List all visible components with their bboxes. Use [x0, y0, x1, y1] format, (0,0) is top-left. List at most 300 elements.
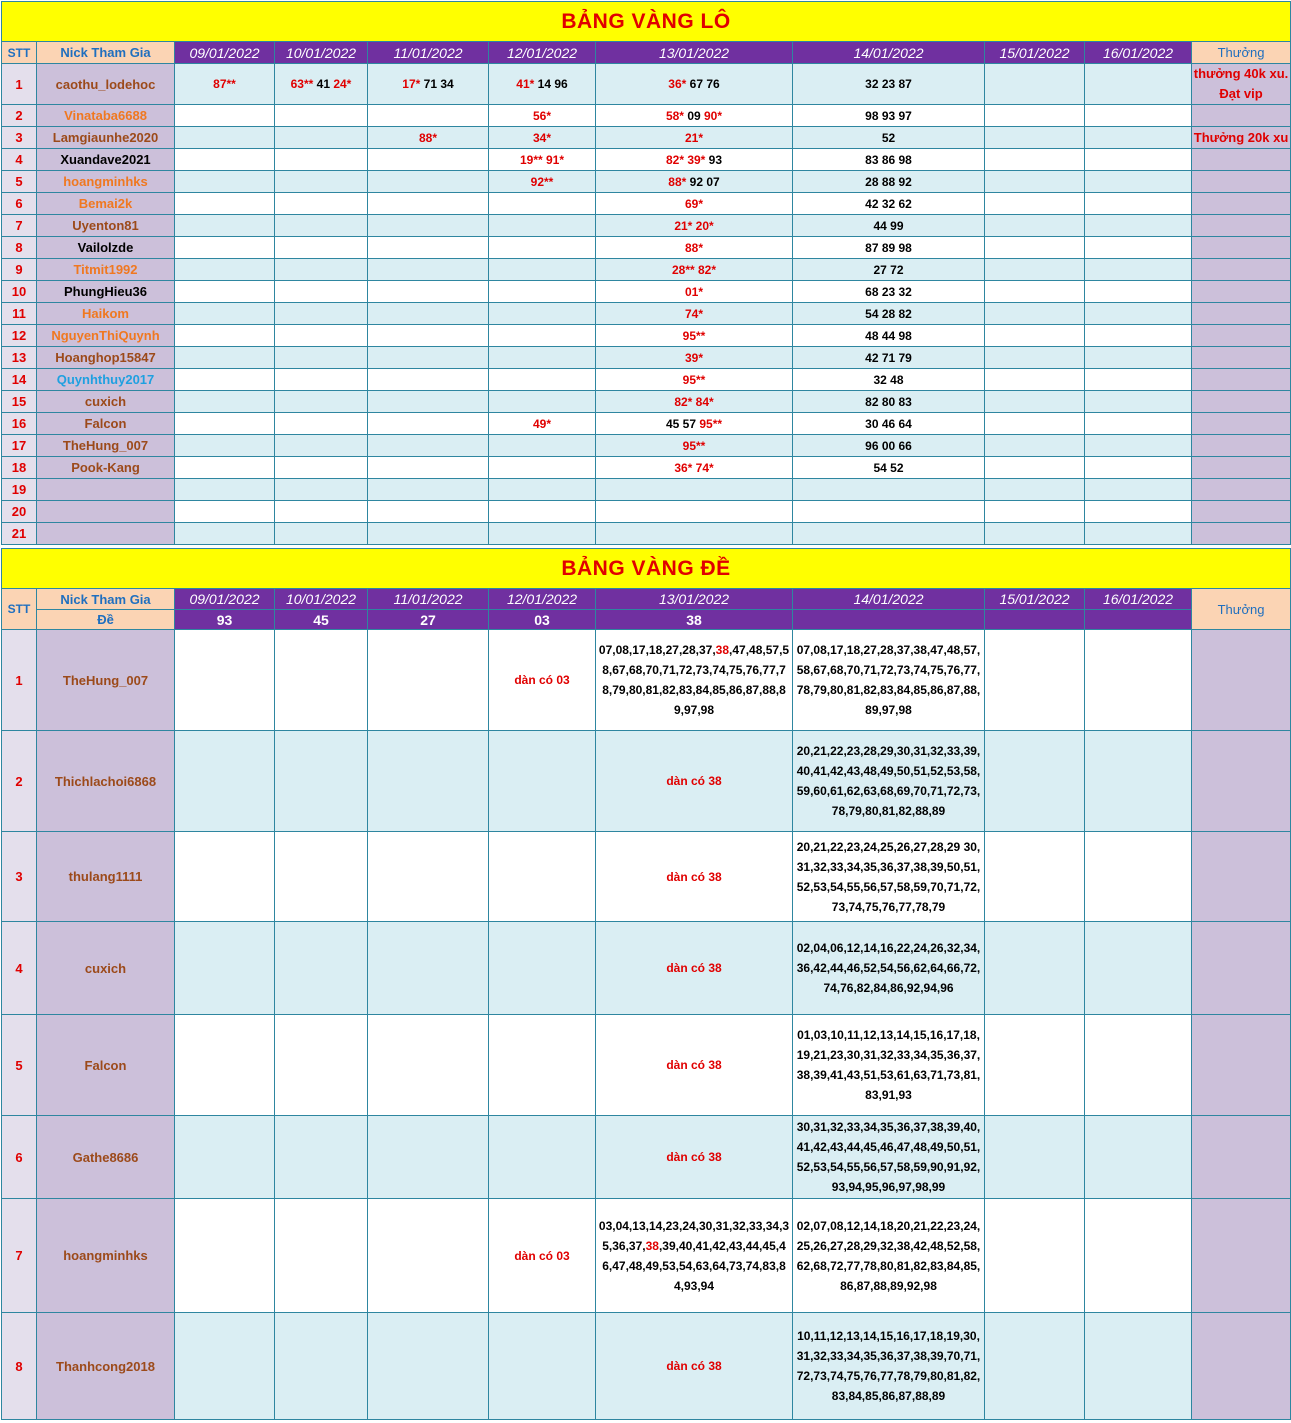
prediction-cell	[1085, 832, 1192, 922]
prediction-cell	[175, 281, 275, 303]
prediction-cell	[275, 457, 368, 479]
prize-cell	[1192, 325, 1291, 347]
player-nick: hoangminhks	[37, 171, 175, 193]
de-header-date: 09/01/2022	[175, 589, 275, 610]
prediction-cell	[368, 1199, 489, 1313]
row-number: 11	[2, 303, 37, 325]
prediction-cell	[489, 391, 596, 413]
de-header-thuong: Thưởng	[1192, 589, 1291, 630]
cell-text: 01,03,10,11,12,13,14,15,16,17,18,19,21,23,30,31,32,33,34,35,36,37,38,39,41,43,51,53,61,63,71,73,81,83,91,93	[796, 1028, 981, 1102]
prediction-cell	[275, 435, 368, 457]
row-number: 7	[2, 1199, 37, 1313]
prediction-cell	[489, 479, 596, 501]
prediction-cell	[175, 731, 275, 832]
cell-text: 02,07,08,12,14,18,20,21,22,23,24,25,26,27,28,29,32,38,42,48,52,58,62,68,72,77,78,80,81,82,83,84,85,86,87,88,89,92,98	[796, 1218, 981, 1293]
cell-text: 01*	[684, 284, 704, 299]
table-row	[2, 369, 1291, 391]
prediction-cell	[596, 435, 793, 457]
prediction-cell	[275, 215, 368, 237]
prediction-cell	[175, 193, 275, 215]
row-number: 17	[2, 435, 37, 457]
row-number: 5	[2, 1015, 37, 1116]
table-row	[2, 501, 1291, 523]
cell-text: 32 23 87	[865, 77, 912, 91]
prediction-cell	[489, 237, 596, 259]
table-row	[2, 832, 1291, 922]
prediction-cell	[489, 922, 596, 1015]
player-nick: TheHung_007	[37, 630, 175, 731]
lo-header-date: 10/01/2022	[275, 42, 368, 64]
table-row	[2, 237, 1291, 259]
prediction-cell	[985, 479, 1085, 501]
cell-text: 82* 84*	[674, 394, 714, 409]
table-row	[2, 413, 1291, 435]
cell-text: 28** 82*	[671, 262, 717, 277]
prediction-cell	[489, 457, 596, 479]
player-nick: NguyenThiQuynh	[37, 325, 175, 347]
prediction-cell	[489, 64, 596, 105]
de-table	[1, 548, 1291, 1420]
prediction-cell	[275, 1116, 368, 1199]
lo-header-nick: Nick Tham Gia	[37, 42, 175, 64]
prediction-cell	[368, 325, 489, 347]
cell-text: 63**	[290, 77, 314, 91]
prediction-cell	[793, 1199, 985, 1313]
prediction-cell	[985, 523, 1085, 545]
cell-text: dàn có 38	[666, 869, 722, 884]
player-nick: Thanhcong2018	[37, 1313, 175, 1420]
prediction-cell	[596, 193, 793, 215]
prediction-cell	[1085, 413, 1192, 435]
cell-text: 30,31,32,33,34,35,36,37,38,39,40,41,42,43,44,45,46,47,48,49,50,51,52,53,54,55,56,57,58,59,90,91,92,93,94,95,96,97,98,99	[796, 1120, 981, 1194]
cell-text: 41	[313, 77, 334, 91]
lo-title: BẢNG VÀNG LÔ	[2, 2, 1291, 42]
prediction-cell	[1085, 347, 1192, 369]
prediction-cell	[985, 435, 1085, 457]
prediction-cell	[985, 64, 1085, 105]
player-nick: hoangminhks	[37, 1199, 175, 1313]
cell-text: dàn có 38	[666, 1150, 722, 1164]
de-result	[1085, 610, 1192, 630]
cell-text: 69*	[684, 196, 704, 211]
de-header-date: 15/01/2022	[985, 589, 1085, 610]
row-number: 3	[2, 127, 37, 149]
player-nick: Xuandave2021	[37, 149, 175, 171]
prize-cell	[1192, 1199, 1291, 1313]
cell-text: 52	[881, 130, 896, 145]
prize-cell	[1192, 630, 1291, 731]
prediction-cell	[1085, 325, 1192, 347]
prediction-cell	[175, 1015, 275, 1116]
prize-cell	[1192, 731, 1291, 832]
de-result	[985, 610, 1085, 630]
table-row	[2, 259, 1291, 281]
player-nick: TheHung_007	[37, 435, 175, 457]
prediction-cell	[985, 369, 1085, 391]
table-row	[2, 630, 1291, 731]
prediction-cell	[985, 501, 1085, 523]
prize-cell	[1192, 281, 1291, 303]
prediction-cell	[175, 435, 275, 457]
player-nick: Uyenton81	[37, 215, 175, 237]
prediction-cell	[489, 435, 596, 457]
prediction-cell	[793, 630, 985, 731]
cell-text: 19** 91*	[519, 152, 565, 167]
prediction-cell	[985, 347, 1085, 369]
prediction-cell	[489, 105, 596, 127]
cell-text: 41*	[516, 77, 535, 91]
prediction-cell	[489, 149, 596, 171]
cell-text: 95**	[699, 416, 723, 431]
de-header-date: 14/01/2022	[793, 589, 985, 610]
player-nick: cuxich	[37, 391, 175, 413]
cell-text: 20,21,22,23,28,29,30,31,32,33,39,40,41,42,43,48,49,50,51,52,53,58,59,60,61,62,63,68,69,70,71,72,73,78,79,80,81,82,88,89	[796, 744, 981, 818]
table-row	[2, 1313, 1291, 1420]
prediction-cell	[275, 391, 368, 413]
prediction-cell	[1085, 479, 1192, 501]
prize-cell	[1192, 922, 1291, 1015]
de-result: 03	[489, 610, 596, 630]
row-number: 6	[2, 193, 37, 215]
cell-text: 32 48	[873, 372, 904, 387]
prediction-cell	[489, 347, 596, 369]
row-number: 13	[2, 347, 37, 369]
prediction-cell	[368, 1116, 489, 1199]
prediction-cell	[596, 347, 793, 369]
cell-text: 44 99	[873, 218, 904, 233]
player-nick: Gathe8686	[37, 1116, 175, 1199]
table-row	[2, 731, 1291, 832]
prize-cell	[1192, 149, 1291, 171]
prize-cell	[1192, 369, 1291, 391]
table-row	[2, 457, 1291, 479]
row-number: 14	[2, 369, 37, 391]
prize-cell	[1192, 193, 1291, 215]
cell-text: 58*	[665, 108, 684, 123]
cell-text: ,47,48,57,58,67,68,70,71,72,73,74,75,76,77,78,79,80,81,82,83,84,85,86,87,88,89,97,98	[602, 643, 790, 717]
prediction-cell	[793, 413, 985, 435]
lo-header-stt: STT	[2, 42, 37, 64]
table-row	[2, 523, 1291, 545]
prediction-cell	[596, 1313, 793, 1420]
prize-cell	[1192, 501, 1291, 523]
prediction-cell	[596, 1015, 793, 1116]
prediction-cell	[985, 303, 1085, 325]
prediction-cell	[368, 457, 489, 479]
prediction-cell	[489, 1313, 596, 1420]
prediction-cell	[1085, 922, 1192, 1015]
row-number: 20	[2, 501, 37, 523]
table-row	[2, 1199, 1291, 1313]
prediction-cell	[985, 1313, 1085, 1420]
cell-text: 10,11,12,13,14,15,16,17,18,19,30,31,32,33,34,35,36,37,38,39,70,71,72,73,74,75,76,77,78,79,80,81,82,83,84,85,86,87,88,89	[796, 1329, 981, 1403]
cell-text: 93	[705, 152, 723, 167]
prediction-cell	[368, 149, 489, 171]
prize-cell	[1192, 347, 1291, 369]
cell-text: dàn có 38	[666, 1058, 722, 1072]
prediction-cell	[985, 215, 1085, 237]
table-row	[2, 149, 1291, 171]
prediction-cell	[275, 479, 368, 501]
prediction-cell	[596, 1199, 793, 1313]
row-number: 6	[2, 1116, 37, 1199]
prediction-cell	[1085, 435, 1192, 457]
prediction-cell	[596, 731, 793, 832]
player-nick: Vailolzde	[37, 237, 175, 259]
prize-cell	[1192, 259, 1291, 281]
prediction-cell	[985, 457, 1085, 479]
prediction-cell	[275, 127, 368, 149]
prediction-cell	[368, 237, 489, 259]
row-number: 7	[2, 215, 37, 237]
table-row	[2, 105, 1291, 127]
prediction-cell	[1085, 1199, 1192, 1313]
row-number: 10	[2, 281, 37, 303]
prize-cell	[1192, 391, 1291, 413]
lo-header-date: 14/01/2022	[793, 42, 985, 64]
prediction-cell	[793, 1116, 985, 1199]
row-number: 2	[2, 731, 37, 832]
prediction-cell	[368, 731, 489, 832]
prediction-cell	[175, 457, 275, 479]
de-header-de: Đề	[37, 610, 175, 630]
lo-header-date: 09/01/2022	[175, 42, 275, 64]
cell-text: 74*	[684, 306, 704, 321]
prize-cell	[1192, 1116, 1291, 1199]
lo-header-thuong: Thưởng	[1192, 42, 1291, 64]
prediction-cell	[275, 237, 368, 259]
row-number: 15	[2, 391, 37, 413]
prediction-cell	[175, 127, 275, 149]
prize-cell	[1192, 479, 1291, 501]
row-number: 4	[2, 922, 37, 1015]
prediction-cell	[275, 193, 368, 215]
prediction-cell	[489, 369, 596, 391]
prediction-cell	[175, 303, 275, 325]
prediction-cell	[368, 193, 489, 215]
prediction-cell	[793, 501, 985, 523]
prediction-cell	[275, 369, 368, 391]
prediction-cell	[596, 523, 793, 545]
row-number: 18	[2, 457, 37, 479]
player-nick: Bemai2k	[37, 193, 175, 215]
player-nick: Lamgiaunhe2020	[37, 127, 175, 149]
prediction-cell	[793, 922, 985, 1015]
prediction-cell	[596, 259, 793, 281]
row-number: 1	[2, 630, 37, 731]
row-number: 2	[2, 105, 37, 127]
prediction-cell	[985, 171, 1085, 193]
cell-text: 49*	[532, 416, 552, 431]
prediction-cell	[368, 1313, 489, 1420]
prediction-cell	[793, 1313, 985, 1420]
cell-text: dàn có 38	[666, 961, 722, 975]
prize-cell	[1192, 171, 1291, 193]
cell-text: 90*	[704, 108, 723, 123]
cell-text: dàn có 03	[514, 673, 570, 687]
de-header-date: 12/01/2022	[489, 589, 596, 610]
cell-text: 36*	[668, 77, 687, 91]
prediction-cell	[793, 171, 985, 193]
prediction-cell	[1085, 215, 1192, 237]
prediction-cell	[985, 281, 1085, 303]
prediction-cell	[1085, 457, 1192, 479]
cell-text: 24*	[333, 77, 352, 91]
lo-header-date: 15/01/2022	[985, 42, 1085, 64]
row-number: 8	[2, 1313, 37, 1420]
player-nick: caothu_lodehoc	[37, 64, 175, 105]
cell-text: 88*	[668, 174, 687, 189]
prediction-cell	[275, 105, 368, 127]
prediction-cell	[793, 127, 985, 149]
prediction-cell	[175, 369, 275, 391]
player-nick: Vinataba6688	[37, 105, 175, 127]
prediction-cell	[793, 303, 985, 325]
lo-header-date: 11/01/2022	[368, 42, 489, 64]
cell-text: 09	[683, 108, 704, 123]
prediction-cell	[175, 630, 275, 731]
row-number: 5	[2, 171, 37, 193]
prediction-cell	[793, 523, 985, 545]
cell-text: 14 96	[534, 77, 568, 91]
prediction-cell	[275, 630, 368, 731]
prediction-cell	[175, 1313, 275, 1420]
prediction-cell	[1085, 281, 1192, 303]
table-row	[2, 303, 1291, 325]
cell-text: 88*	[418, 130, 438, 145]
lo-header-date: 12/01/2022	[489, 42, 596, 64]
prediction-cell	[985, 105, 1085, 127]
prediction-cell	[489, 215, 596, 237]
table-row	[2, 1116, 1291, 1199]
prediction-cell	[175, 832, 275, 922]
cell-text: 68 23 32	[865, 284, 912, 299]
prediction-cell	[368, 479, 489, 501]
prediction-cell	[985, 259, 1085, 281]
prediction-cell	[275, 1015, 368, 1116]
player-nick	[37, 479, 175, 501]
prediction-cell	[793, 193, 985, 215]
prediction-cell	[275, 259, 368, 281]
cell-text: 87 89 98	[865, 240, 912, 255]
cell-text: 54 52	[873, 460, 904, 475]
table-row	[2, 64, 1291, 105]
prediction-cell	[1085, 193, 1192, 215]
table-row	[2, 347, 1291, 369]
prediction-cell	[175, 237, 275, 259]
de-header-date: 13/01/2022	[596, 589, 793, 610]
prediction-cell	[596, 281, 793, 303]
prediction-cell	[1085, 731, 1192, 832]
player-nick: thulang1111	[37, 832, 175, 922]
table-row	[2, 127, 1291, 149]
prediction-cell	[275, 281, 368, 303]
table-row	[2, 435, 1291, 457]
prediction-cell	[1085, 630, 1192, 731]
prediction-cell	[596, 922, 793, 1015]
prediction-cell	[1085, 1015, 1192, 1116]
prediction-cell	[985, 237, 1085, 259]
prediction-cell	[175, 1116, 275, 1199]
prediction-cell	[275, 922, 368, 1015]
row-number: 19	[2, 479, 37, 501]
player-nick: Falcon	[37, 413, 175, 435]
prediction-cell	[175, 479, 275, 501]
prediction-cell	[275, 523, 368, 545]
prediction-cell	[1085, 369, 1192, 391]
prediction-cell	[596, 105, 793, 127]
prediction-cell	[175, 501, 275, 523]
prediction-cell	[793, 369, 985, 391]
prediction-cell	[985, 413, 1085, 435]
table-row	[2, 922, 1291, 1015]
cell-text: 21*	[684, 130, 704, 145]
row-number: 9	[2, 259, 37, 281]
prize-cell	[1192, 435, 1291, 457]
prediction-cell	[489, 127, 596, 149]
prediction-cell	[1085, 127, 1192, 149]
prediction-cell	[596, 457, 793, 479]
prediction-cell	[596, 149, 793, 171]
cell-text: 82* 39*	[665, 152, 706, 167]
cell-text: 71 34	[420, 77, 454, 91]
cell-text: 45 57	[665, 416, 700, 431]
prediction-cell	[489, 832, 596, 922]
cell-text: 38	[715, 643, 730, 657]
cell-text: 38	[645, 1238, 659, 1253]
prediction-cell	[596, 325, 793, 347]
cell-text: 54 28 82	[865, 306, 912, 321]
prediction-cell	[1085, 64, 1192, 105]
prediction-cell	[596, 630, 793, 731]
cell-text: 82 80 83	[865, 394, 912, 409]
prediction-cell	[793, 347, 985, 369]
prediction-cell	[275, 501, 368, 523]
de-result	[793, 610, 985, 630]
prediction-cell	[793, 1015, 985, 1116]
prediction-cell	[985, 1199, 1085, 1313]
prediction-cell	[368, 501, 489, 523]
prediction-cell	[985, 630, 1085, 731]
prediction-cell	[275, 347, 368, 369]
player-nick: Thichlachoi6868	[37, 731, 175, 832]
prediction-cell	[793, 325, 985, 347]
prediction-cell	[489, 171, 596, 193]
prediction-cell	[596, 171, 793, 193]
de-header-date: 11/01/2022	[368, 589, 489, 610]
player-nick: cuxich	[37, 922, 175, 1015]
de-title: BẢNG VÀNG ĐỀ	[2, 549, 1291, 589]
prediction-cell	[489, 630, 596, 731]
cell-text: 28 88 92	[865, 174, 912, 189]
prediction-cell	[368, 281, 489, 303]
prediction-cell	[596, 413, 793, 435]
cell-text: 17*	[402, 77, 421, 91]
prediction-cell	[275, 325, 368, 347]
prediction-cell	[175, 64, 275, 105]
cell-text: 20,21,22,23,24,25,26,27,28,29 30,31,32,33,34,35,36,37,38,39,50,51,52,53,54,55,56,57,58,59,70,71,72,73,74,75,76,77,78,79	[796, 839, 981, 914]
prediction-cell	[368, 105, 489, 127]
prediction-cell	[368, 64, 489, 105]
prediction-cell	[368, 369, 489, 391]
prediction-cell	[175, 1199, 275, 1313]
prediction-cell	[793, 215, 985, 237]
de-header-nick: Nick Tham Gia	[37, 589, 175, 610]
lo-body	[2, 64, 1291, 545]
prediction-cell	[596, 1116, 793, 1199]
table-row	[2, 391, 1291, 413]
de-header-date: 10/01/2022	[275, 589, 368, 610]
